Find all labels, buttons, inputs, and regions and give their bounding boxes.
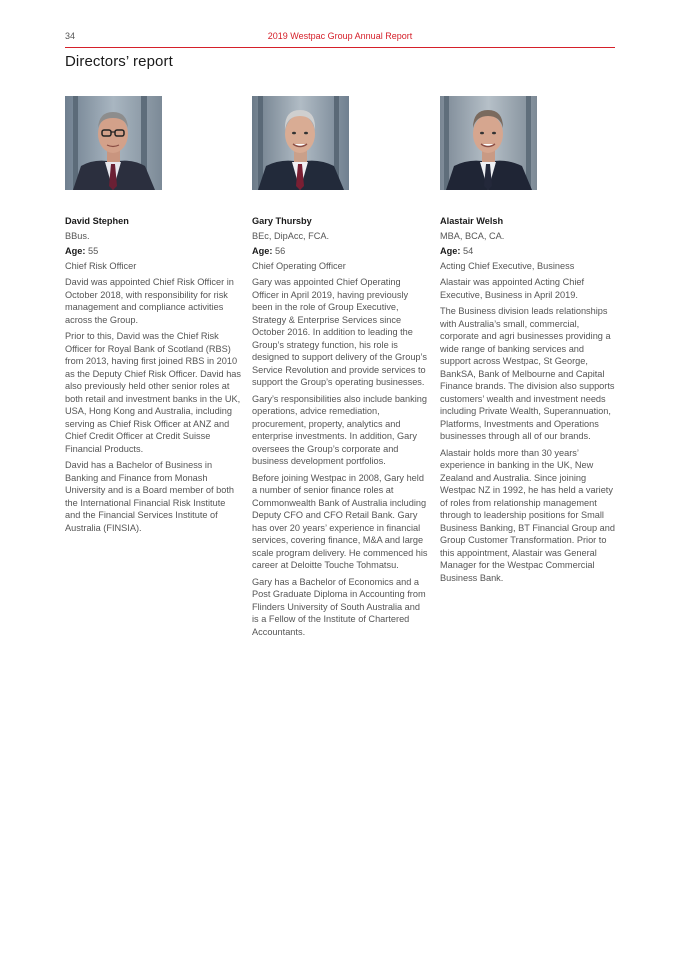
director-age bbox=[65, 245, 242, 258]
bio-paragraph: Prior to this, David was the Chief Risk Officer for Royal Bank of Scotland (RBS) from 2013, having first joined RBS in 2010 as the Deputy Chief Risk Officer. David has also previously held other senior roles at both retail and investment banks in the UK, USA, Hong Kong and Australia, including serving as Chief Risk Officer at ANZ and Chief Credit Officer at Credit Suisse Financial Products. bbox=[65, 331, 242, 454]
director-bio bbox=[440, 276, 617, 584]
bio-paragraph: David was appointed Chief Risk Officer in October 2018, with responsibility for risk management and compliance activities across the Group. bbox=[65, 277, 234, 325]
director-photo bbox=[440, 96, 537, 190]
header-rule bbox=[65, 47, 615, 48]
page-header bbox=[65, 30, 615, 48]
running-head: 2019 Westpac Group Annual Report bbox=[267, 31, 413, 41]
bio-paragraph: Gary has a Bachelor of Economics and a Post Graduate Diploma in Accounting from Flinders University of South Australia and is a Fellow of the Institute of Chartered Accountants. bbox=[252, 576, 426, 637]
age-label: Age: bbox=[252, 246, 273, 256]
director-photo bbox=[65, 96, 162, 190]
director-qualifications: BBus. bbox=[65, 231, 90, 241]
bio-paragraph: David has a Bachelor of Business in Banking and Finance from Monash University and is a Board member of both the International Financial Risk Institute and the Financial Services Institute of Australia (FINSIA). bbox=[65, 460, 235, 533]
director-profile-alastair-welsh bbox=[440, 96, 617, 588]
director-role: Chief Operating Officer bbox=[252, 261, 346, 271]
director-role: Chief Risk Officer bbox=[65, 261, 137, 271]
director-bio bbox=[65, 276, 242, 534]
bio-paragraph: The Business division leads relationships with Australia’s small, commercial, corporate and agri businesses providing a wide range of banking services and support across Westpac, St George, BankSA, Bank of Melbourne and Capital Finance brands. The division also supports customers’ wealth and investment needs including Private Wealth, Superannuation, Platforms, Investments and Operations businesses through all of our brands. bbox=[440, 306, 615, 441]
director-bio bbox=[252, 276, 429, 638]
director-photo bbox=[252, 96, 349, 190]
age-value: 55 bbox=[85, 246, 99, 256]
age-label: Age: bbox=[440, 246, 461, 256]
director-qualifications: BEc, DipAcc, FCA. bbox=[252, 231, 330, 241]
director-qualifications: MBA, BCA, CA. bbox=[440, 231, 505, 241]
page-title: Directors’ report bbox=[65, 53, 173, 70]
director-profile-david-stephen bbox=[65, 96, 242, 538]
director-name: Gary Thursby bbox=[252, 216, 312, 226]
director-role: Acting Chief Executive, Business bbox=[440, 261, 575, 271]
director-age bbox=[252, 245, 429, 258]
page-number: 34 bbox=[65, 31, 76, 41]
bio-paragraph: Gary was appointed Chief Operating Officer in April 2019, having previously been in the role of Group Executive, Strategy & Enterprise Services since October 2016. In addition to leading the Group’s strategy function, his role is designed to support delivery of the Group’s Service Revolution and provide services to support the Group’s operating businesses. bbox=[252, 277, 428, 387]
age-value: 56 bbox=[272, 246, 286, 256]
director-profile-gary-thursby bbox=[252, 96, 429, 642]
director-name: David Stephen bbox=[65, 216, 129, 226]
age-label: Age: bbox=[65, 246, 86, 256]
bio-paragraph: Before joining Westpac in 2008, Gary held a number of senior finance roles at Commonwealth Bank of Australia including Deputy CFO and CFO Retail Bank. Gary has over 20 years’ experience in financial services, covering finance, M&A and large scale program delivery. He commenced his career at Deloitte Touche Tohmatsu. bbox=[252, 472, 428, 570]
director-age bbox=[440, 245, 617, 258]
bio-paragraph: Alastair was appointed Acting Chief Executive, Business in April 2019. bbox=[440, 277, 585, 300]
bio-paragraph: Alastair holds more than 30 years’ experience in banking in the UK, New Zealand and Australia. Since joining Westpac NZ in 1992, he has held a variety of roles from relationship management through to leadership positions for Small Business Banking, BT Financial Group and Group Customer Transformation. Prior to this appointment, Alastair was General Manager for the Westpac Commercial Business Bank. bbox=[440, 447, 616, 583]
bio-paragraph: Gary’s responsibilities also include banking operations, advice remediation, procurement, property, analytics and enterprise investments. In addition, Gary oversees the Group’s corporate and business development portfolios. bbox=[252, 393, 427, 466]
director-name: Alastair Welsh bbox=[440, 216, 504, 226]
age-value: 54 bbox=[460, 246, 474, 256]
